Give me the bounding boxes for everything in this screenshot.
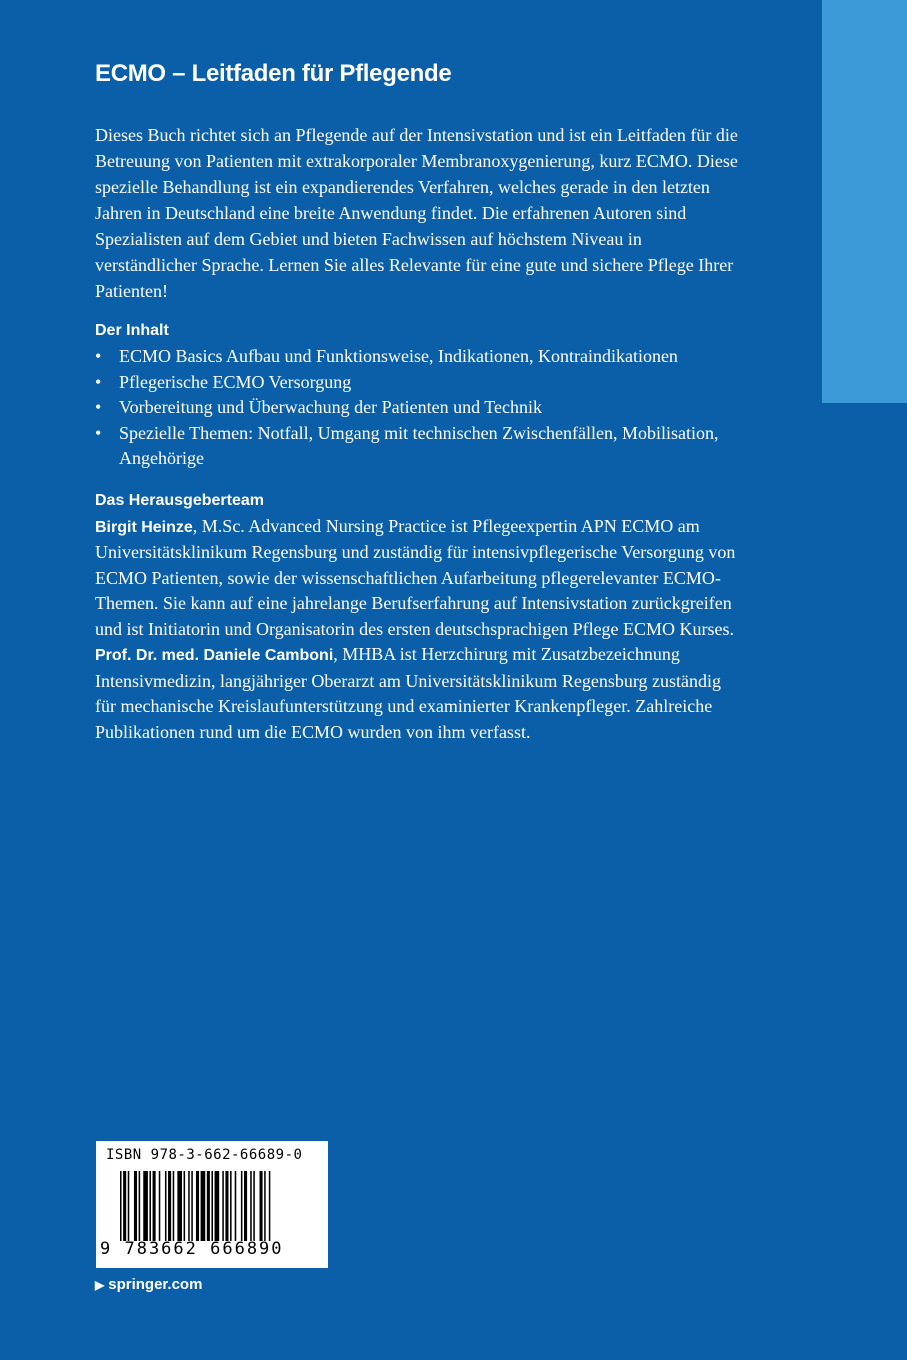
bullet-icon: • — [95, 371, 102, 392]
contents-heading: Der Inhalt — [95, 322, 169, 339]
editors-heading: Das Herausgeberteam — [95, 491, 264, 509]
bullet-icon: • — [95, 422, 102, 443]
barcode-digits: 9 783662 666890 — [100, 1239, 284, 1259]
list-item: • Spezielle Themen: Notfall, Umgang mit technischen Zwischenfällen, Mobilisation, Angehörige — [95, 422, 719, 468]
intro-paragraph: Dieses Buch richtet sich an Pflegende auf der Intensivstation und ist ein Leitfaden für die Betreuung von Patienten mit extrakorporaler Membranoxygenierung, kurz ECMO. Diese spezielle Behandlung ist ein expandierendes Verfahren, welches gerade in den letzten Jahren in Deutschland eine breite Anwendung findet. Die erfahrenen Autoren sind Spezialisten auf dem Gebiet und bieten Fachwissen auf höchstem Niveau in verständlicher Sprache. Lernen Sie alles Relevante für eine gute und sichere Pflege Ihrer Patienten! — [95, 125, 738, 301]
barcode-bars — [120, 1171, 318, 1241]
publisher-link[interactable] — [95, 1276, 202, 1293]
editor-bio: Prof. Dr. med. Daniele Camboni, MHBA ist Herzchirurg mit Zusatzbezeichnung Intensivmedizin, langjähriger Oberarzt am Universitätsklinikum Regensburg zuständig für mechanische Kreislaufunterstützung und examinierter Krankenpfleger. Zahlreiche Publikationen rund um die ECMO wurden von ihm verfasst. — [95, 644, 722, 742]
accent-strip — [822, 0, 907, 403]
contents-list — [95, 344, 745, 472]
list-item: • Pflegerische ECMO Versorgung — [95, 370, 745, 396]
editor-name: Prof. Dr. med. Daniele Camboni — [95, 647, 334, 664]
bullet-icon: • — [95, 397, 102, 417]
publisher-site: springer.com — [108, 1276, 203, 1293]
editor-bio: Birgit Heinze, M.Sc. Advanced Nursing Practice ist Pflegeexpertin APN ECMO am Universitätsklinikum Regensburg und zuständig für intensivpflegerische Versorgung von ECMO Patienten, sowie der wissenschaftlichen Aufarbeitung pflegerelevanter ECMO-Themen. Sie kann auf eine jahrelange Berufserfahrung auf Intensivstation zurückgreifen und ist Initiatorin und Organisatorin des ersten deutschsprachigen Pflege ECMO Kurses. — [95, 515, 736, 639]
book-title: ECMO – Leitfaden für Pflegende — [95, 60, 452, 87]
list-item: • ECMO Basics Aufbau und Funktionsweise, Indikationen, Kontraindikationen — [95, 344, 745, 370]
bullet-icon: • — [95, 346, 102, 366]
isbn-barcode — [96, 1141, 328, 1268]
isbn-label: ISBN 978-3-662-66689-0 — [106, 1147, 303, 1163]
back-cover-content — [95, 60, 745, 745]
list-item: • Vorbereitung und Überwachung der Patienten und Technik — [95, 395, 745, 421]
editor-name: Birgit Heinze — [95, 518, 193, 536]
arrow-right-icon: ▶ — [95, 1278, 105, 1292]
